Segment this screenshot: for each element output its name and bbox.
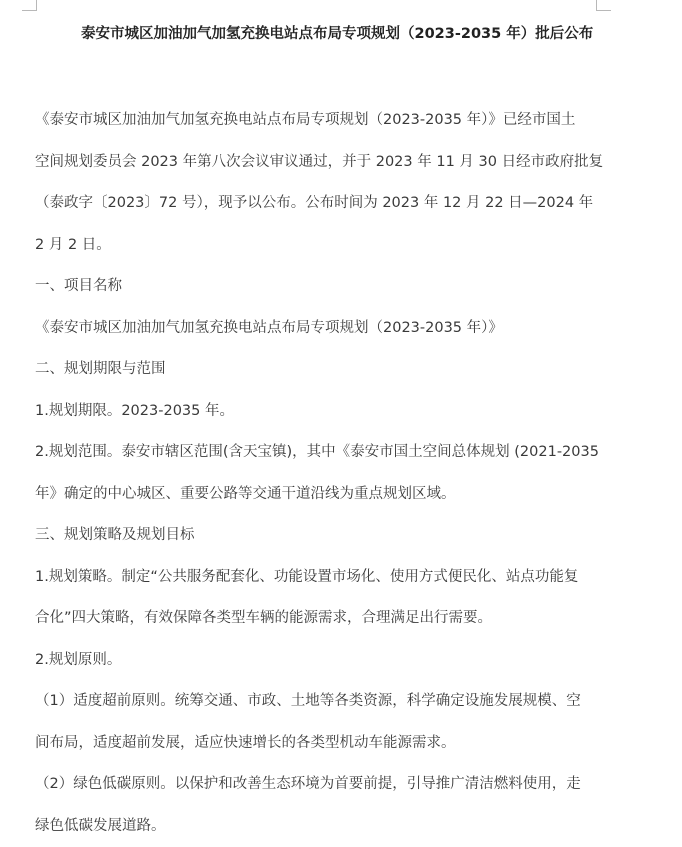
- section-heading: 三、规划策略及规划目标: [35, 515, 615, 557]
- paragraph-line: 年》确定的中心城区、重要公路等交通干道沿线为重点规划区域。: [35, 474, 615, 516]
- paragraph-line: 空间规划委员会 2023 年第八次会议审议通过，并于 2023 年 11 月 30 日经市政府批复: [35, 142, 615, 184]
- section-heading: 一、项目名称: [35, 266, 615, 308]
- paragraph-line: 2.规划原则。: [35, 640, 615, 682]
- section-heading: 二、规划期限与范围: [35, 349, 615, 391]
- paragraph-line: 《泰安市城区加油加气加氢充换电站点布局专项规划（2023-2035 年）》: [35, 308, 615, 350]
- paragraph-line: 1.规划期限。2023-2035 年。: [35, 391, 615, 433]
- paragraph-line: 《泰安市城区加油加气加氢充换电站点布局专项规划（2023-2035 年）》已经市国土: [35, 100, 615, 142]
- paragraph-line: （泰政字〔2023〕72 号），现予以公布。公布时间为 2023 年 12 月 22 日—2024 年: [35, 183, 615, 225]
- paragraph-line: （1）适度超前原则。统筹交通、市政、土地等各类资源，科学确定设施发展规模、空: [35, 681, 615, 723]
- paragraph-line: 绿色低碳发展道路。: [35, 806, 615, 847]
- document-title: 泰安市城区加油加气加氢充换电站点布局专项规划（2023-2035 年）批后公布: [81, 22, 601, 43]
- paragraph-line: 合化”四大策略，有效保障各类型车辆的能源需求，合理满足出行需要。: [35, 598, 615, 640]
- paragraph-line: 2.规划范围。泰安市辖区范围(含天宝镇)，其中《泰安市国土空间总体规划 (2021-2035: [35, 432, 615, 474]
- paragraph-line: 1.规划策略。制定“公共服务配套化、功能设置市场化、使用方式便民化、站点功能复: [35, 557, 615, 599]
- page-corner-mark-right: [596, 0, 611, 11]
- document-body: [35, 100, 615, 847]
- paragraph-line: 间布局，适度超前发展，适应快速增长的各类型机动车能源需求。: [35, 723, 615, 765]
- page-corner-mark-left: [22, 0, 37, 11]
- paragraph-line: 2 月 2 日。: [35, 225, 615, 267]
- paragraph-line: （2）绿色低碳原则。以保护和改善生态环境为首要前提，引导推广清洁燃料使用，走: [35, 764, 615, 806]
